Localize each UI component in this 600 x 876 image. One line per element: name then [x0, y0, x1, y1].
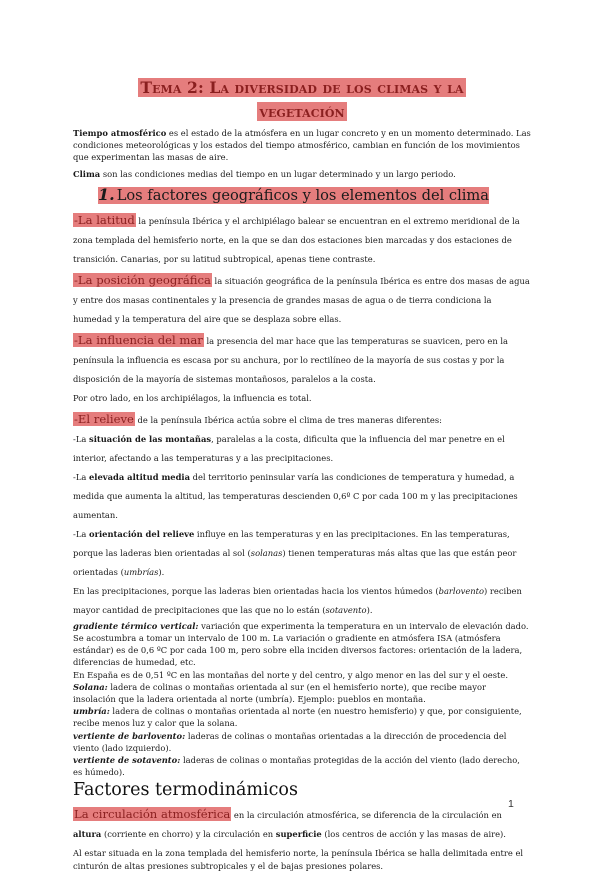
relieve-section: [73, 408, 531, 617]
relieve-item-precipitaciones: En las precipitaciones, porque las laderas bien orientadas hacia los vientos húmedos (barlovento) reciben mayor cantidad de precipitaciones que las que no lo están (sotavento).: [73, 585, 522, 615]
section-1-title: Los factores geográficos y los elementos del clima: [116, 186, 489, 204]
clima-text: son las condiciones medias del tiempo en un lugar determinado y un largo periodo.: [100, 168, 456, 179]
final-paragraph: Al estar situada en la zona templada del hemisferio norte, la península Ibérica se halla delimitada entre el cinturón de altas presiones subtropicales y el de bajas presiones polares.: [73, 848, 524, 871]
relieve-item-situacion: -La situación de las montañas, paralelas a la costa, dificulta que la influencia del mar penetre en el interior, afectando a las temperaturas y a las precipitaciones.: [73, 433, 505, 463]
tiempo-definition: [73, 127, 531, 164]
latitud-section: [73, 209, 531, 266]
posicion-section: [73, 269, 531, 326]
mar-text: la presencia del mar hace que las temperaturas se suavicen, pero en la península la influencia es escasa por su anchura, por lo rectilíneo de la mayoría de sus costas y por la disposición de la mayoría de sistemas montañosos, paralelos a la costa.: [73, 335, 509, 384]
espana-gradiente: En España es de 0,51 ºC en las montañas del norte y del centro, y algo menor en las del sur y el oeste.: [73, 669, 508, 680]
relieve-heading: -El relieve: [74, 411, 134, 426]
title-line-1: Tema 2: La diversidad de los climas y la: [140, 78, 464, 97]
umbria-definition: umbría: ladera de colinas o montañas orientada al norte (en nuestro hemisferio) y que, por consiguiente, recibe menos luz y calor que la solana.: [73, 706, 522, 729]
tiempo-term: Tiempo atmosférico: [73, 128, 167, 138]
mar-text-2: Por otro lado, en los archipiélagos, la influencia es total.: [73, 392, 312, 403]
section-1-heading: [98, 184, 531, 207]
posicion-text: la situación geográfica de la península Ibérica es entre dos masas de agua y entre dos masas continentales y la presencia de grandes masas de agua o de tierra condiciona la humedad y la temperatura del aire que se desplaza sobre ellas.: [73, 275, 530, 324]
circulacion-heading: La circulación atmosférica: [74, 807, 231, 822]
clima-term: Clima: [73, 168, 101, 179]
latitud-heading: -La latitud: [74, 212, 135, 227]
circulacion-section: [73, 803, 531, 841]
section-2-heading: Factores termodinámicos: [73, 780, 298, 801]
relieve-item-orientacion: -La orientación del relieve influye en las temperaturas y en las precipitaciones. En las temperaturas, porque las laderas bien orientadas al sol (solanas) tienen temperaturas más altas que las que están peor orientadas (umbrías).: [73, 528, 517, 577]
gradiente-definition: gradiente térmico vertical: variación que experimenta la temperatura en un intervalo de elevación dado. Se acostumbra a tomar un intervalo de 100 m. La variación o gradiente en atmósfera ISA (atmósfera estándar) es de 0,6 ºC por cada 100 m, pero sobre ella inciden diversos factores: orientación de la ladera, diferencias de humedad, etc.: [73, 620, 529, 668]
page-content: [73, 76, 531, 876]
mar-section: [73, 329, 531, 405]
clima-definition: [73, 168, 531, 180]
barlovento-definition: vertiente de barlovento: laderas de colinas o montañas orientadas a la dirección de procedencia del viento (lado izquierdo).: [73, 730, 507, 753]
latitud-text: la península Ibérica y el archipiélago balear se encuentran en el extremo meridional de la zona templada del hemisferio norte, en la que se dan dos estaciones bien marcadas y dos estaciones de transición. Canarias, por su latitud subtropical, apenas tiene contraste.: [73, 215, 520, 264]
relieve-text: de la península Ibérica actúa sobre el clima de tres maneras diferentes:: [134, 414, 442, 425]
page-number: 1: [508, 798, 514, 810]
section-1-number: 1.: [98, 184, 115, 204]
sotavento-definition: vertiente de sotavento: laderas de colinas o montañas protegidas de la acción del viento (lado derecho, es húmedo).: [73, 755, 520, 778]
posicion-heading: -La posición geográfica: [74, 272, 211, 287]
solana-definition: Solana: ladera de colinas o montañas orientada al sur (en el hemisferio norte), que recibe mayor insolación que la ladera orientada al norte (umbría). Ejemplo: pueblos en montaña.: [73, 681, 487, 705]
circulacion-text: en la circulación atmosférica, se diferencia de la circulación en altura (corriente en chorro) y la circulación en superficie (los centros de acción y las masas de aire).: [73, 810, 506, 840]
title-line-2: vegetación: [259, 102, 345, 121]
tiempo-text: es el estado de la atmósfera en un lugar concreto y en un momento determinado. Las condiciones meteorológicas y los estados del tiempo atmosférico, cambian en función de los movimientos que experimentan las masas de aire.: [73, 128, 531, 163]
mar-heading: -La influencia del mar: [74, 332, 203, 347]
page-title: [73, 76, 531, 124]
relieve-item-altitud: -La elevada altitud media del territorio peninsular varía las condiciones de temperatura y humedad, a medida que aumenta la altitud, las temperaturas descienden 0,6º C por cada 100 m y las precipitaciones aumentan.: [73, 471, 518, 520]
